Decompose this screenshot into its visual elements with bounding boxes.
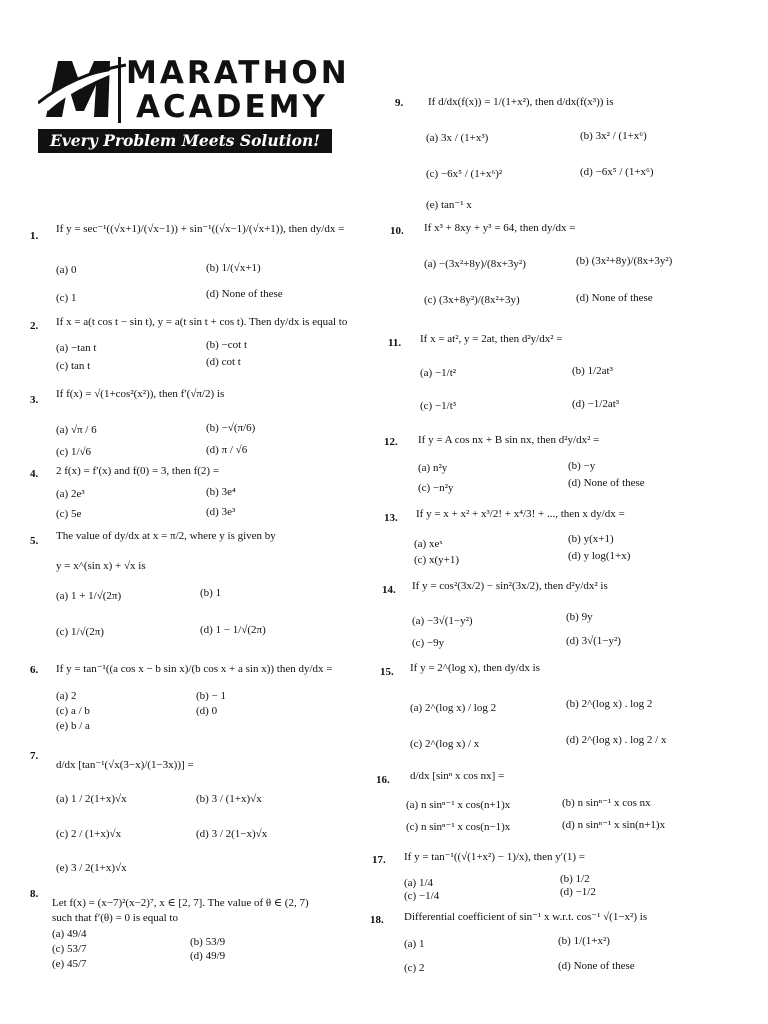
option-d: (d) 1 − 1/√(2π) [200,624,266,636]
question-text: If y = A cos nx + B sin nx, then d²y/dx² = [418,434,600,446]
option-b: (b) 1/2at³ [572,365,613,377]
option-c: (c) 1/√6 [56,446,92,458]
option-b: (b) (3x²+8y)/(8x+3y²) [576,255,673,267]
option-b: (b) n sinⁿ⁻¹ x cos nx [562,797,651,809]
option-c: (c) −1/4 [404,890,440,902]
question-number: 8. [30,888,39,900]
option-b: (b) y(x+1) [568,533,614,545]
option-d: (d) None of these [558,960,635,972]
option-c: (c) 1/√(2π) [56,626,104,638]
question-text: If x³ + 8xy + y³ = 64, then dy/dx = [424,222,576,234]
option-a: (a) n sinⁿ⁻¹ x cos(n+1)x [406,799,511,811]
question-text: If y = sec⁻¹((√x+1)/(√x−1)) + sin⁻¹((√x−1)/(√x+1)), then dy/dx = [56,223,345,235]
option-d: (d) None of these [576,292,653,304]
option-d: (d) n sinⁿ⁻¹ x sin(n+1)x [562,819,666,831]
option-a: (a) −tan t [56,342,97,354]
option-e: (e) 3 / 2(1+x)√x [56,862,127,874]
option-d: (d) 3 / 2(1−x)√x [196,828,268,840]
option-c: (c) tan t [56,360,91,372]
option-d: (d) 0 [196,705,218,717]
question-text: If f(x) = √(1+cos²(x²)), then f′(√π/2) is [56,388,225,400]
question-text-line2: y = x^(sin x) + √x is [56,560,146,572]
question-number: 7. [30,750,39,762]
question-text: 2 f(x) = f′(x) and f(0) = 3, then f(2) = [56,465,220,477]
question-text: If x = a(t cos t − sin t), y = a(t sin t + cos t). Then dy/dx is equal to [56,316,348,328]
option-b: (b) 3x² / (1+x⁶) [580,130,647,142]
option-d: (d) −1/2 [560,886,596,898]
option-b: (b) −y [568,460,596,472]
option-c: (c) n sinⁿ⁻¹ x cos(n−1)x [406,821,511,833]
option-a: (a) 49/4 [52,928,87,940]
option-a: (a) 2 [56,690,77,702]
option-b: (b) 9y [566,611,593,623]
question-number: 1. [30,230,39,242]
marathon-m-logo-icon [38,55,128,125]
option-b: (b) 53/9 [190,936,226,948]
question-number: 6. [30,664,39,676]
question-number: 4. [30,468,39,480]
question-text: If y = x + x² + x³/2! + x⁴/3! + ..., then x dy/dx = [416,508,625,520]
option-b: (b) −√(π/6) [206,422,256,434]
question-text: d/dx [tan⁻¹(√x(3−x)/(1−3x))] = [56,759,194,771]
question-number: 11. [388,337,402,349]
option-a: (a) −3√(1−y²) [412,615,473,627]
option-a: (a) n²y [418,462,448,474]
logo-divider [118,57,121,123]
question-number: 18. [370,914,384,926]
option-a: (a) 1/4 [404,877,434,889]
option-b: (b) 1/(√x+1) [206,262,261,274]
option-d: (d) None of these [206,288,283,300]
option-d: (d) 2^(log x) . log 2 / x [566,734,667,746]
option-c: (c) −9y [412,637,445,649]
question-text: Let f(x) = (x−7)²(x−2)⁷, x ∈ [2, 7]. The value of θ ∈ (2, 7) [52,897,309,909]
option-d: (d) y log(1+x) [568,550,631,562]
option-a: (a) 2^(log x) / log 2 [410,702,497,714]
question-number: 9. [395,97,404,109]
question-text: If y = tan⁻¹((√(1+x²) − 1)/x), then y′(1) = [404,851,585,863]
option-c: (c) 53/7 [52,943,87,955]
option-a: (a) 1 + 1/√(2π) [56,590,122,602]
option-b: (b) 3e⁴ [206,486,236,498]
option-b: (b) 1/2 [560,873,590,885]
question-text: If d/dx(f(x)) = 1/(1+x²), then d/dx(f(x³)) is [428,96,614,108]
question-number: 5. [30,535,39,547]
option-c: (c) 2 [404,962,425,974]
option-d: (d) 3√(1−y²) [566,635,621,647]
option-b: (b) 3 / (1+x)√x [196,793,262,805]
option-a: (a) 0 [56,264,77,276]
option-d: (d) −6x⁵ / (1+x⁶) [580,166,654,178]
option-d: (d) 3e³ [206,506,236,518]
brand-line2: ACADEMY [136,89,328,125]
question-text: The value of dy/dx at x = π/2, where y is given by [56,530,276,542]
option-b: (b) 2^(log x) . log 2 [566,698,653,710]
academy-logo [38,55,350,155]
option-a: (a) −1/t² [420,367,457,379]
option-d: (d) None of these [568,477,645,489]
option-a: (a) 3x / (1+x³) [426,132,489,144]
question-text: d/dx [sinⁿ x cos nx] = [410,770,505,782]
option-d: (d) 49/9 [190,950,226,962]
option-c: (c) a / b [56,705,90,717]
option-a: (a) 1 [404,938,425,950]
brand-line1: MARATHON [126,55,350,91]
option-a: (a) √π / 6 [56,424,97,436]
question-number: 17. [372,854,386,866]
option-a: (a) 1 / 2(1+x)√x [56,793,127,805]
option-d: (d) π / √6 [206,444,248,456]
question-text: If y = 2^(log x), then dy/dx is [410,662,540,674]
question-number: 2. [30,320,39,332]
option-a: (a) −(3x²+8y)/(8x+3y²) [424,258,526,270]
option-c: (c) 1 [56,292,77,304]
option-a: (a) xeˣ [414,538,443,550]
option-c: (c) 5e [56,508,82,520]
option-e: (e) b / a [56,720,90,732]
option-b: (b) −cot t [206,339,248,351]
question-text: If y = tan⁻¹((a cos x − b sin x)/(b cos x + a sin x)) then dy/dx = [56,663,333,675]
option-c: (c) −6x⁵ / (1+x⁶)² [426,168,503,180]
question-text-line2: such that f′(θ) = 0 is equal to [52,912,178,924]
question-number: 10. [390,225,404,237]
question-number: 15. [380,666,394,678]
brand-tagline: Every Problem Meets Solution! [38,129,332,153]
option-e: (e) 45/7 [52,958,87,970]
question-number: 13. [384,512,398,524]
question-number: 16. [376,774,390,786]
option-d: (d) cot t [206,356,241,368]
option-c: (c) 2^(log x) / x [410,738,480,750]
option-e: (e) tan⁻¹ x [426,199,472,211]
question-text: If x = at², y = 2at, then d²y/dx² = [420,333,563,345]
option-b: (b) 1/(1+x²) [558,935,610,947]
option-c: (c) x(y+1) [414,554,459,566]
option-d: (d) −1/2at³ [572,398,620,410]
question-text: Differential coefficient of sin⁻¹ x w.r.t. cos⁻¹ √(1−x²) is [404,911,648,923]
option-a: (a) 2e³ [56,488,85,500]
option-c: (c) 2 / (1+x)√x [56,828,122,840]
option-b: (b) 1 [200,587,222,599]
question-number: 3. [30,394,39,406]
question-text: If y = cos²(3x/2) − sin²(3x/2), then d²y/dx² is [412,580,608,592]
question-number: 14. [382,584,396,596]
option-c: (c) −n²y [418,482,454,494]
option-b: (b) − 1 [196,690,227,702]
option-c: (c) (3x+8y²)/(8x²+3y) [424,294,520,306]
option-c: (c) −1/t³ [420,400,457,412]
question-number: 12. [384,436,398,448]
